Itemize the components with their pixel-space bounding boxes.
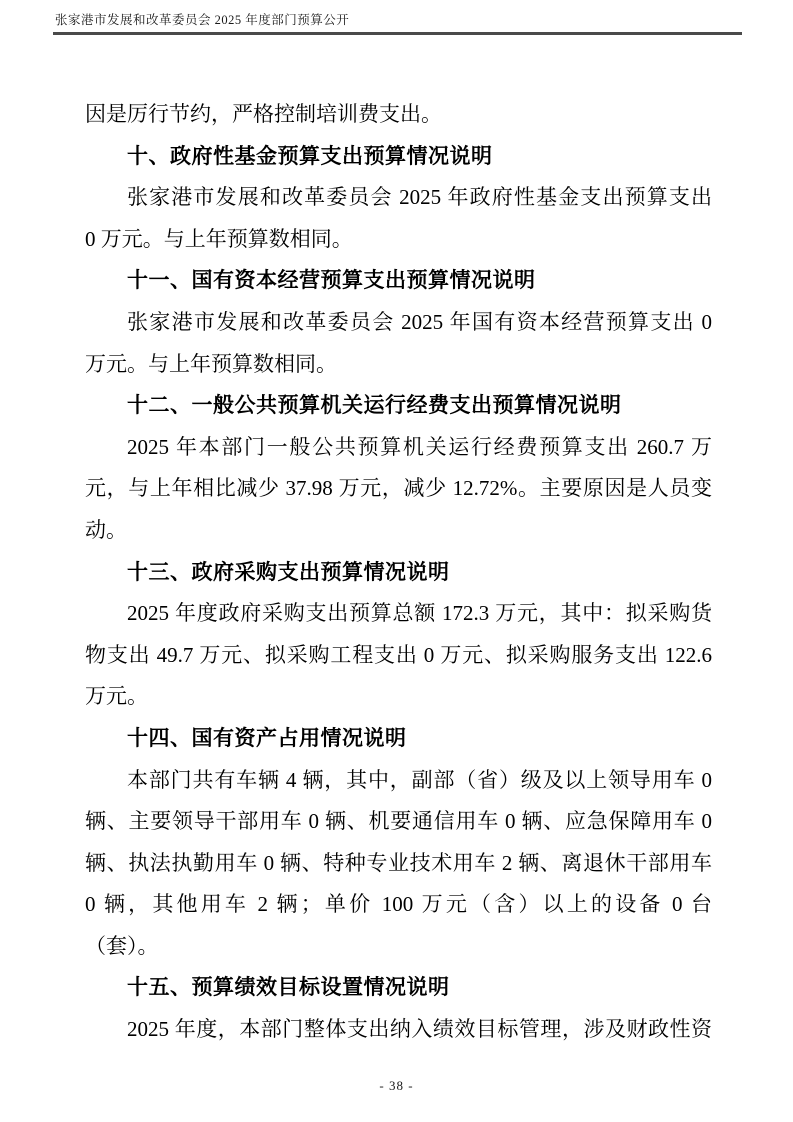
paragraph-line: 2025 年度，本部门整体支出纳入绩效目标管理，涉及财政性资: [127, 1017, 712, 1042]
paragraph-line: 万元。与上年预算数相同。: [85, 351, 337, 376]
document-body: [85, 94, 712, 1051]
page-footer: [0, 1077, 793, 1095]
paragraph-line: 2025 年度政府采购支出预算总额 172.3 万元，其中：拟采购货: [127, 601, 712, 626]
section-heading: 十三、政府采购支出预算情况说明: [127, 560, 450, 584]
page-number: - 38 -: [379, 1078, 414, 1093]
section-heading: 十二、一般公共预算机关运行经费支出预算情况说明: [127, 394, 622, 418]
paragraph-line: 0 万元。与上年预算数相同。: [85, 226, 353, 251]
paragraph-line: 张家港市发展和改革委员会 2025 年国有资本经营预算支出 0: [127, 309, 712, 334]
paragraph-line: 元，与上年相比减少 37.98 万元，减少 12.72%。主要原因是人员变: [85, 476, 712, 501]
header-title: 张家港市发展和改革委员会 2025 年度部门预算公开: [55, 13, 350, 27]
section-heading: 十四、国有资产占用情况说明: [127, 726, 407, 750]
paragraph-line: 动。: [85, 517, 127, 542]
section-heading: 十、政府性基金预算支出预算情况说明: [127, 144, 493, 168]
paragraph-line: 物支出 49.7 万元、拟采购工程支出 0 万元、拟采购服务支出 122.6: [85, 642, 712, 667]
page-header: [53, 12, 742, 35]
paragraph-line: 万元。: [85, 684, 148, 709]
paragraph-line: 0 辆，其他用车 2 辆；单价 100 万元（含）以上的设备 0 台: [85, 892, 712, 917]
paragraph-line: 张家港市发展和改革委员会 2025 年政府性基金支出预算支出: [127, 185, 712, 210]
paragraph-line: 辆、主要领导干部用车 0 辆、机要通信用车 0 辆、应急保障用车 0: [85, 809, 712, 834]
paragraph-line: （套）。: [85, 933, 159, 958]
paragraph-line: 辆、执法执勤用车 0 辆、特种专业技术用车 2 辆、离退休干部用车: [85, 850, 712, 875]
header-rule: [53, 32, 742, 35]
paragraph-line: 因是厉行节约，严格控制培训费支出。: [85, 102, 442, 126]
paragraph-line: 2025 年本部门一般公共预算机关运行经费预算支出 260.7 万: [127, 434, 712, 459]
section-heading: 十五、预算绩效目标设置情况说明: [127, 976, 450, 1000]
paragraph-line: 本部门共有车辆 4 辆，其中，副部（省）级及以上领导用车 0: [127, 767, 712, 792]
section-heading: 十一、国有资本经营预算支出预算情况说明: [127, 269, 536, 293]
